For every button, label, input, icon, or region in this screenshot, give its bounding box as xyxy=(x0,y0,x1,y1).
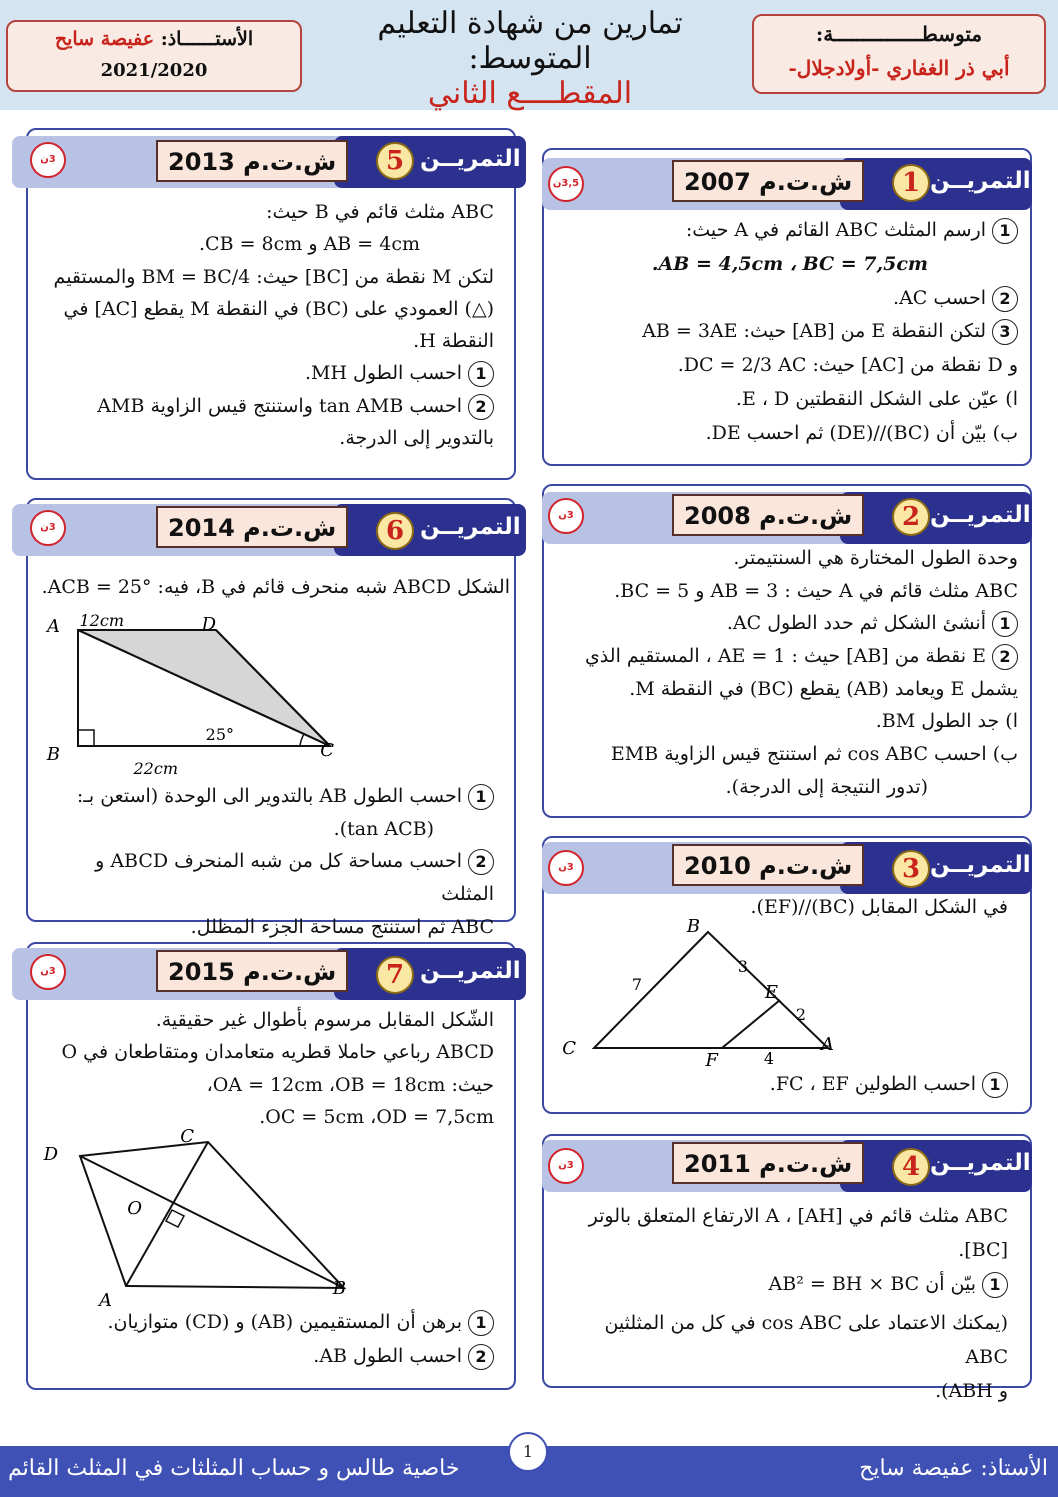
exercise-7-body xyxy=(44,1004,494,1133)
school-box xyxy=(752,14,1046,94)
exercise-6-line-4: احسب مساحة كل من شبه المنحرف ABCD و المثلث xyxy=(95,850,494,906)
exercise-4-line-2: [BC]. xyxy=(958,1238,1008,1261)
exercise-2-body xyxy=(556,542,1018,803)
exercise-1-line-4: لتكن النقطة E من [AB] حيث: AB = 3AE xyxy=(642,320,986,343)
exercise-7-line-1: الشّكل المقابل مرسوم بأطوال غير حقيقية. xyxy=(155,1009,494,1031)
exercise-7-line-6: احسب الطول AB. xyxy=(313,1344,462,1367)
exercise-2-line-6: ا) جد الطول BM. xyxy=(875,710,1018,733)
label-c: C xyxy=(180,1126,194,1147)
exercise-1-line-3: احسب AC. xyxy=(893,286,986,309)
exercise-4-line-1: ABC مثلث قائم في A ، [AH] الارتفاع المتعلق بالوتر xyxy=(588,1205,1008,1227)
exercise-7-line-2: ABCD رباعي حاملا قطريه متعامدان ومتقاطعان في O xyxy=(61,1041,494,1064)
exercise-4-year: ش.ت.م 2011 xyxy=(672,1142,864,1184)
q-1-2-marker: 2 xyxy=(992,286,1018,312)
exercise-3-points: 3ن xyxy=(548,850,584,886)
exercise-6-points: 3ن xyxy=(30,510,66,546)
exercise-2-line-3: أنشئ الشكل ثم حدد الطول AC. xyxy=(726,612,986,635)
exercise-6-line-1: الشكل ABCD شبه منحرف قائم في B، فيه: ACB = 25°. xyxy=(41,576,510,598)
label-a: A xyxy=(99,1290,112,1311)
exercise-2-line-4: E نقطة من [AB] حيث : AE = 1 ، المستقيم الذي xyxy=(584,645,986,668)
exercise-7-questions xyxy=(44,1306,494,1374)
length-bc: 22cm xyxy=(133,759,178,778)
exercise-2-line-7: ب) احسب cos ABC ثم استنتج قيس الزاوية EMB xyxy=(610,743,1018,766)
exercise-7-line-5: برهن أن المستقيمين (AB) و (CD) متوازيان. xyxy=(107,1311,462,1333)
label-b: B xyxy=(332,1278,346,1299)
exercise-5-line-5: النقطة H. xyxy=(413,330,494,353)
page-header xyxy=(0,0,1058,110)
teacher-name: عفيصة سايح xyxy=(54,28,155,50)
exercise-5-line-6: احسب الطول MH. xyxy=(304,362,462,385)
label-o: O xyxy=(127,1198,142,1219)
label-e: E xyxy=(764,982,778,1003)
exercise-3-label: التمريــن xyxy=(930,852,1031,878)
exercise-6-year: ش.ت.م 2014 xyxy=(156,506,348,548)
page-number: 1 xyxy=(508,1432,548,1472)
exercise-5-year: ش.ت.م 2013 xyxy=(156,140,348,182)
length-cb: 7 xyxy=(631,975,642,994)
angle-acb-value: 25° xyxy=(205,725,234,744)
q-7-1-marker: 1 xyxy=(468,1310,494,1336)
label-d: D xyxy=(201,614,216,635)
exercise-6-line-3: (tan ACB). xyxy=(333,817,434,840)
exercise-6-number: 6 xyxy=(376,512,414,550)
exercise-5-line-4: (△) العمودي على (BC) في النقطة M يقطع [AC] في xyxy=(63,297,494,320)
q-1-1-marker: 1 xyxy=(992,218,1018,244)
exercise-6-figure xyxy=(46,606,364,782)
exercise-6-line-2: احسب الطول AB بالتدوير الى الوحدة (استعن بـ: xyxy=(76,785,462,807)
exercise-5-number: 5 xyxy=(376,142,414,180)
label-b: B xyxy=(686,916,700,937)
exercise-4-label: التمريــن xyxy=(930,1150,1031,1176)
exercise-3-line-2: احسب الطولين FC ، EF. xyxy=(769,1073,976,1095)
label-c: C xyxy=(562,1038,576,1059)
q-5-1-marker: 1 xyxy=(468,361,494,387)
label-f: F xyxy=(705,1050,718,1071)
exercise-1-year: ش.ت.م 2007 xyxy=(672,160,864,202)
exercise-6-label: التمريــن xyxy=(420,514,521,540)
q-2-1-marker: 1 xyxy=(992,611,1018,637)
exercise-1-line-6: ا) عيّن على الشكل النقطتين E ، D. xyxy=(735,388,1018,411)
teacher-box xyxy=(6,20,302,92)
label-d: D xyxy=(43,1144,58,1165)
right-angle-marker xyxy=(78,730,94,746)
q-1-3-marker: 3 xyxy=(992,319,1018,345)
school-year: 2021/2020 xyxy=(100,60,208,81)
exercise-2-line-2: ABC مثلث قائم في A حيث : AB = 3 و BC = 5. xyxy=(614,579,1018,602)
exercise-1-line-7: ب) بيّن أن (BC)//(DE) ثم احسب DE. xyxy=(705,421,1018,444)
exercise-2-label: التمريــن xyxy=(930,502,1031,528)
exercise-7-points: 3ن xyxy=(30,954,66,990)
exercise-7-line-4: OC = 5cm ،OD = 7,5cm. xyxy=(259,1105,494,1128)
exercise-7-figure xyxy=(43,1124,372,1311)
exercise-6-questions xyxy=(44,780,494,943)
exercise-5-line-3: لتكن M نقطة من [BC] حيث: BM = BC/4 والمستقيم xyxy=(53,265,494,288)
length-ea: 2 xyxy=(795,1005,806,1024)
exercise-5-line-8: بالتدوير إلى الدرجة. xyxy=(339,427,494,450)
exercise-2-number: 2 xyxy=(892,498,930,536)
q-6-1-marker: 1 xyxy=(468,784,494,810)
length-be: 3 xyxy=(737,957,748,976)
page-title: تمارين من شهادة التعليم المتوسط: xyxy=(377,6,683,76)
label-c: C xyxy=(320,740,334,761)
exercise-4-line-4: (يمكنك الاعتماد على cos ABC في كل من المثلثين ABC xyxy=(604,1312,1008,1369)
title-block xyxy=(330,6,730,111)
length-ad: 12cm xyxy=(79,611,124,630)
exercise-5-body xyxy=(44,196,494,454)
school-label: متوسطـــــــــــــــة: xyxy=(815,22,983,46)
exercise-1-line-5: و D نقطة من [AC] حيث: DC = 2/3 AC. xyxy=(677,354,1018,377)
exercise-2-line-1: وحدة الطول المختارة هي السنتيمتر. xyxy=(733,547,1018,569)
exercise-4-number: 4 xyxy=(892,1148,930,1186)
exercise-5-line-7: احسب tan AMB واستنتج قيس الزاوية AMB xyxy=(97,394,462,417)
school-name: أبي ذر الغفاري -أولادجلال- xyxy=(788,56,1010,80)
q-7-2-marker: 2 xyxy=(468,1344,494,1370)
footer-teacher: الأستاذ: عفيصة سايح xyxy=(859,1456,1048,1481)
exercise-2-points: 3ن xyxy=(548,498,584,534)
teacher-label: الأستــــــاذ: xyxy=(160,28,254,50)
q-4-1-marker: 1 xyxy=(982,1272,1008,1298)
label-a: A xyxy=(47,616,60,637)
exercise-4-points: 3ن xyxy=(548,1148,584,1184)
exercise-7-number: 7 xyxy=(376,956,414,994)
exercise-7-label: التمريــن xyxy=(420,958,521,984)
exercise-1-label: التمريــن xyxy=(930,168,1031,194)
triangle-abc xyxy=(594,932,828,1048)
page-subtitle: المقطــــع الثاني xyxy=(427,76,633,111)
exercise-3-figure xyxy=(560,916,860,1072)
exercise-4-line-5: و ABH). xyxy=(935,1380,1008,1403)
q-5-2-marker: 2 xyxy=(468,394,494,420)
segment-ef xyxy=(722,1000,780,1048)
exercise-3-number: 3 xyxy=(892,850,930,888)
exercise-2-line-8: (تدور النتيجة إلى الدرجة). xyxy=(725,775,928,798)
exercise-4-line-3: بيّن أن AB² = BH × BC xyxy=(768,1272,976,1295)
exercise-1-body xyxy=(556,214,1018,451)
exercise-3-question-1 xyxy=(556,1072,1008,1098)
exercise-5-line-2: AB = 4cm و CB = 8cm. xyxy=(199,233,420,256)
exercise-3-line-1: في الشكل المقابل (BC)//(EF). xyxy=(750,896,1008,918)
exercise-7-line-3: حيث: OA = 12cm ،OB = 18cm، xyxy=(206,1073,494,1096)
exercise-5-label: التمريــن xyxy=(420,146,521,172)
exercise-5-line-1: ABC مثلث قائم في B حيث: xyxy=(266,201,494,223)
q-2-2-marker: 2 xyxy=(992,644,1018,670)
q-3-1-marker: 1 xyxy=(982,1072,1008,1098)
exercise-2-line-5: يشمل E ويعامد (AB) يقطع (BC) في النقطة M. xyxy=(629,677,1018,700)
label-a: A xyxy=(821,1034,834,1055)
exercise-2-year: ش.ت.م 2008 xyxy=(672,494,864,536)
exercise-3-year: ش.ت.م 2010 xyxy=(672,844,864,886)
quadrilateral-abcd xyxy=(80,1142,344,1288)
exercise-7-year: ش.ت.م 2015 xyxy=(156,950,348,992)
exercise-5-points: 3ن xyxy=(30,142,66,178)
exercise-1-line-1: ارسم المثلث ABC القائم في A حيث: xyxy=(685,219,986,241)
exercise-1-points: 3,5ن xyxy=(548,166,584,202)
q-6-2-marker: 2 xyxy=(468,849,494,875)
length-fa: 4 xyxy=(763,1049,774,1068)
footer-topic: خاصية طالس و حساب المثلثات في المثلث القائم xyxy=(8,1456,460,1481)
label-b: B xyxy=(46,744,60,765)
angle-arc xyxy=(300,734,304,746)
exercise-4-body xyxy=(556,1200,1008,1409)
exercise-6-line-5: ABC ثم استنتج مساحة الجزء المظلل. xyxy=(190,915,494,938)
exercise-1-number: 1 xyxy=(892,164,930,202)
exercise-1-line-2: .AB = 4,5cm ، BC = 7,5cm xyxy=(651,252,928,275)
